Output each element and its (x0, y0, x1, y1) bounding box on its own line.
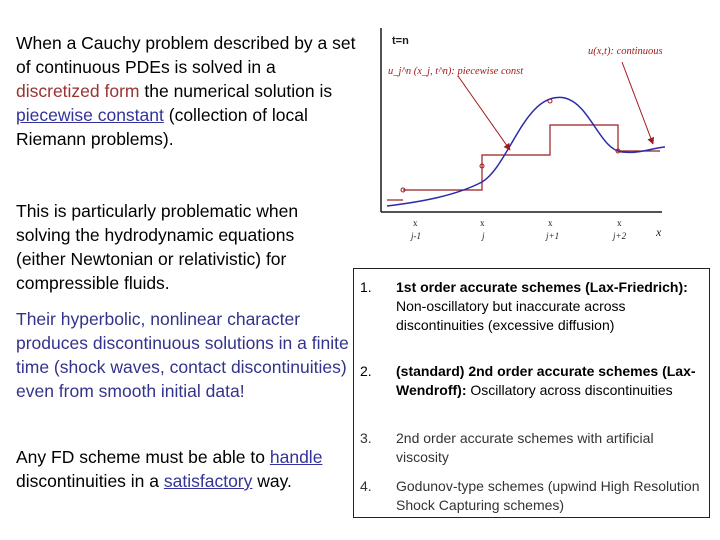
fd-scheme-paragraph (16, 445, 346, 493)
piecewise-constant-link[interactable]: piecewise constant (16, 105, 164, 125)
svg-text:x: x (413, 218, 418, 228)
scheme-number: 2. (360, 363, 372, 379)
scheme-text: 2nd order accurate schemes with artificial viscosity (396, 430, 654, 465)
svg-text:x: x (548, 218, 553, 228)
continuous-label: u(x,t): continuous (588, 46, 663, 57)
piecewise-steps (387, 125, 660, 200)
svg-text:j: j (482, 231, 485, 241)
svg-text:x: x (480, 218, 485, 228)
problem-paragraph: This is particularly problematic when solving the hydrodynamic equations (either Newtonian or relativistic) for compressible fluids. (16, 201, 299, 293)
discretized-form-highlight: discretized form (16, 81, 140, 101)
scheme-text: Godunov-type schemes (upwind High Resolution Shock Capturing schemes) (396, 478, 700, 513)
satisfactory-link[interactable]: satisfactory (163, 471, 253, 491)
scheme-number: 1. (360, 279, 372, 295)
svg-text:x: x (617, 218, 622, 228)
scheme-text: (standard) 2nd order accurate schemes (Lax-Wendroff): Oscillatory across discontinuities (396, 363, 696, 398)
handle-link[interactable]: handle (269, 447, 323, 467)
fd-text-3: way. (252, 471, 292, 491)
piecewise-solution-figure (360, 20, 720, 245)
intro-text-2: the numerical solution is (139, 81, 333, 101)
piecewise-label: u_j^n (x_j, t^n): piecewise const (388, 66, 524, 77)
svg-text:j+2: j+2 (613, 231, 627, 241)
hyperbolic-paragraph: Their hyperbolic, nonlinear character produces discontinuous solutions in a finite time (shock waves, contact discontinuities) even from smooth initial data! (16, 309, 349, 401)
schemes-list-box (353, 268, 710, 518)
scheme-number: 3. (360, 430, 372, 446)
fd-text-1: Any FD scheme must be able to (16, 447, 270, 467)
fd-text-2: discontinuities in a (16, 471, 164, 491)
intro-text-1: When a Cauchy problem described by a set of continuous PDEs is solved in a (16, 33, 356, 77)
intro-text-3: (collection of local Riemann problems). (16, 105, 308, 149)
svg-text:j-1: j-1 (411, 231, 421, 241)
scheme-text: 1st order accurate schemes (Lax-Friedrich): Non-oscillatory but inaccurate across discontinuities (excessive diffusion) (396, 279, 688, 333)
continuous-arrow (622, 62, 653, 144)
time-label: t=n (392, 35, 409, 47)
intro-paragraph (16, 31, 356, 151)
scheme-number: 4. (360, 478, 372, 494)
x-tick-labels (410, 218, 662, 241)
svg-text:j+1: j+1 (546, 231, 560, 241)
svg-text:x: x (656, 225, 662, 239)
piecewise-arrow (458, 76, 510, 150)
